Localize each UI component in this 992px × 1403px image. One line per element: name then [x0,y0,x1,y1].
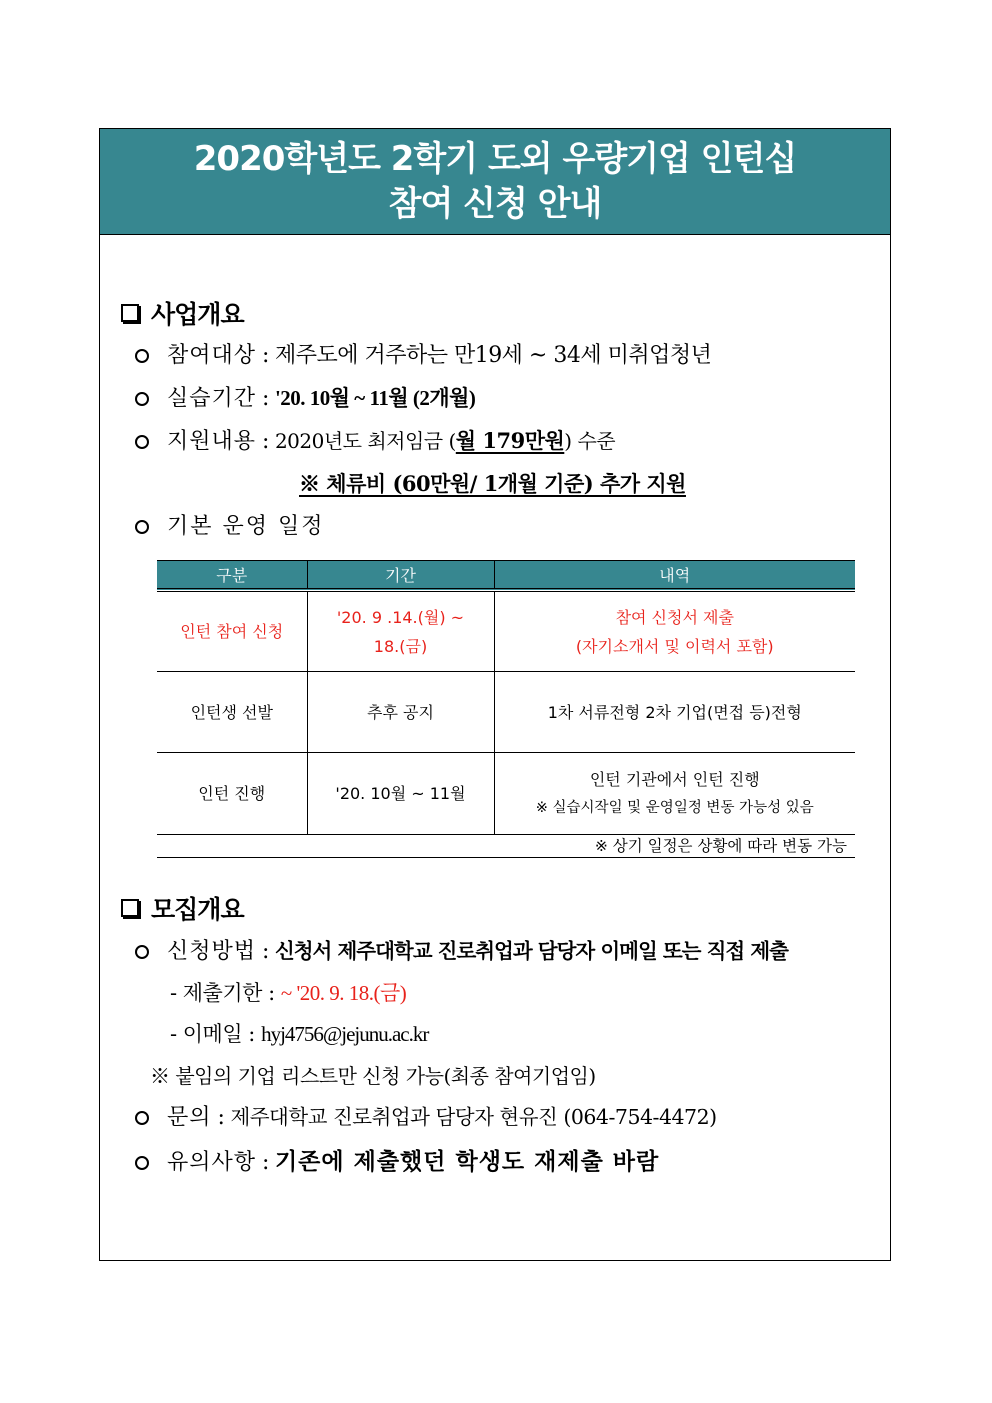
deadline-row [170,977,406,1007]
row-detail: 1차 서류전형 2차 기업(면접 등)전형 [494,672,855,753]
circle-bullet-icon [135,392,149,406]
row-detail [494,753,855,835]
item-period [135,381,475,412]
row-detail [494,590,855,672]
separator: : [262,343,269,368]
circle-bullet-icon [135,945,149,959]
separator: : [217,1105,225,1130]
deadline-label: - 제출기한 : [170,981,275,1005]
circle-bullet-icon [135,349,149,363]
page-title-line1: 2020학년도 2학기 도외 우량기업 인턴십 [193,138,797,179]
section-title-text: 모집개요 [151,895,244,924]
item-value: '20. 10월 ~ 11월 (2개월) [274,386,476,410]
row-category: 인턴생 선발 [157,672,307,753]
period-line: 18.(금) [373,636,428,656]
item-value: 제주도에 거주하는 만19세 ~ 34세 미취업청년 [274,343,712,368]
row-period: 추후 공지 [307,672,494,753]
row-period: '20. 10월 ~ 11월 [307,753,494,835]
table-row [157,753,855,835]
item-inquiry [135,1100,717,1131]
page-title-line2: 참여 신청 안내 [388,183,602,224]
allowance-note: ※ 체류비 (60만원/ 1개월 기준) 추가 지원 [299,471,686,496]
circle-bullet-icon [135,435,149,449]
title-banner [100,129,890,235]
item-label: 참여대상 [167,343,257,368]
table-footnote: ※ 상기 일정은 상황에 따라 변동 가능 [157,835,855,858]
section-title-recruitment [121,890,244,926]
row-category: 인턴 진행 [157,753,307,835]
separator: : [262,1150,269,1175]
row-period [307,590,494,672]
table-row [157,672,855,753]
column-header: 내역 [494,561,855,591]
item-label: 신청방법 [167,939,257,964]
separator: : [262,386,269,411]
period-line: '20. 9 .14.(월) ~ [336,607,465,627]
detail-line: ※ 실습시작일 및 운영일정 변동 가능성 있음 [535,799,814,816]
detail-line: 인턴 기관에서 인턴 진행 [589,769,760,789]
deadline-value: ~ '20. 9. 18.(금) [280,981,407,1005]
email-label: - 이메일 : [170,1022,255,1046]
checkbox-square-icon [121,899,139,917]
circle-bullet-icon [135,1111,149,1125]
email-row [170,1018,428,1048]
table-header-row [157,561,855,591]
checkbox-square-icon [121,304,139,322]
item-target [135,338,711,369]
item-value: 신청서 제주대학교 진로취업과 담당자 이메일 또는 직접 제출 [274,939,788,963]
item-label: 유의사항 [167,1150,257,1175]
item-support [135,424,615,455]
item-method [135,934,788,965]
detail-line: (자기소개서 및 이력서 포함) [575,636,774,656]
item-value: 제주대학교 진로취업과 담당자 현유진 (064-754-4472) [230,1105,717,1129]
company-list-note: ※ 붙임의 기업 리스트만 신청 가능(최종 참여기업임) [150,1064,596,1088]
item-label: 기본 운영 일정 [167,514,325,539]
item-label: 지원내용 [167,429,257,454]
email-link[interactable]: hyj4756@jejunu.ac.kr [261,1022,429,1046]
table-footnote-row [157,835,855,858]
circle-bullet-icon [135,520,149,534]
table-row [157,590,855,672]
column-header: 구분 [157,561,307,591]
item-label: 실습기간 [167,386,257,411]
item-value-prefix: 2020년도 최저임금 ( [274,429,456,453]
detail-line: 참여 신청서 제출 [615,607,734,627]
column-header: 기간 [307,561,494,591]
item-caution [135,1143,659,1176]
item-value-suffix: ) 수준 [564,429,616,453]
item-schedule [135,509,325,540]
separator: : [262,939,269,964]
section-title-overview [121,295,244,331]
circle-bullet-icon [135,1156,149,1170]
item-label: 문의 [167,1105,212,1130]
separator: : [262,429,269,454]
section-title-text: 사업개요 [151,300,244,329]
row-category: 인턴 참여 신청 [157,590,307,672]
schedule-table [157,560,855,858]
wage-emphasis: 월 179만원 [455,428,565,453]
item-value: 기존에 제출했던 학생도 재제출 바람 [274,1148,660,1175]
